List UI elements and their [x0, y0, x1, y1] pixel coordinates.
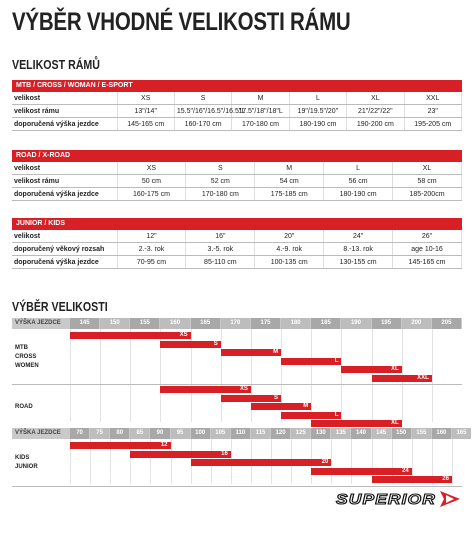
table-cell: 17.5"/18"/18"L [232, 105, 289, 118]
junior-table-header: JUNIOR / KIDS [12, 218, 462, 230]
junior-height-chart [12, 428, 467, 484]
junior-table [12, 230, 462, 269]
table-cell: 26" [393, 230, 462, 243]
table-cell: 185-200cm [393, 188, 462, 201]
road-table-header: ROAD / X-ROAD [12, 150, 462, 162]
tick-label: 185 [311, 318, 340, 329]
range-bar: L [281, 358, 341, 365]
table-cell: 15.5"/16"/16.5"/16.5"L [174, 105, 231, 118]
page-title: VÝBĚR VHODNÉ VELIKOSTI RÁMU [12, 8, 351, 36]
chart-axis-header [12, 428, 467, 439]
range-bar: XS [70, 332, 191, 339]
table-cell: XXL [404, 92, 461, 105]
tick-label: 135 [331, 428, 350, 439]
tick-label: 190 [341, 318, 370, 329]
superior-logo [336, 488, 464, 510]
tick-label: 110 [231, 428, 250, 439]
tick-label: 85 [130, 428, 149, 439]
table-cell: 58 cm [393, 175, 462, 188]
table-cell: M [232, 92, 289, 105]
row-label: velikost rámu [12, 105, 117, 118]
tick-label: 90 [150, 428, 169, 439]
table-cell: 190-200 cm [347, 118, 404, 131]
axis-label: VÝŠKA JEZDCE [15, 320, 61, 326]
tick-label: 105 [211, 428, 230, 439]
row-label: doporučená výška jezdce [12, 188, 117, 201]
row-label: doporučená výška jezdce [12, 256, 117, 269]
table-cell: 3.-5. rok [186, 243, 255, 256]
tick-label: 125 [291, 428, 310, 439]
range-bar: XL [311, 420, 401, 427]
tick-label: 95 [171, 428, 190, 439]
table-cell: 4.-9. rok [255, 243, 324, 256]
tick-label: 70 [70, 428, 89, 439]
group-divider [12, 384, 462, 385]
table-cell: 54 cm [255, 175, 324, 188]
grid-line [130, 329, 131, 422]
grid-line [452, 439, 453, 484]
table-cell: M [255, 162, 324, 175]
grid-line [311, 329, 312, 422]
table-row [12, 105, 462, 118]
tick-label: 100 [191, 428, 210, 439]
range-bar: S [221, 395, 281, 402]
range-bar: M [251, 403, 311, 410]
table-cell: 145-165 cm [117, 118, 174, 131]
size-selection-heading: VÝBĚR VELIKOSTI [12, 300, 108, 314]
table-row [12, 256, 462, 269]
range-bar: 20 [191, 459, 332, 466]
range-bar: 16 [130, 451, 231, 458]
svg-text:SUPERIOR: SUPERIOR [336, 491, 436, 508]
table-row [12, 118, 462, 131]
table-cell: 23" [404, 105, 461, 118]
range-bar: M [221, 349, 281, 356]
tick-label: 145 [372, 428, 391, 439]
tick-label: 200 [402, 318, 431, 329]
table-cell: L [324, 162, 393, 175]
row-label: velikost [12, 230, 117, 243]
table-cell: 16" [186, 230, 255, 243]
table-cell: 160-170 cm [174, 118, 231, 131]
table-cell: 50 cm [117, 175, 186, 188]
table-cell: 70-95 cm [117, 256, 186, 269]
table-cell: XL [393, 162, 462, 175]
row-label: velikost [12, 92, 117, 105]
tick-label: 140 [351, 428, 370, 439]
table-cell: XS [117, 162, 186, 175]
table-cell: 180-190 cm [324, 188, 393, 201]
tick-label: 195 [372, 318, 401, 329]
range-bar: S [160, 341, 220, 348]
junior-size-table [12, 218, 462, 269]
tick-label: 170 [221, 318, 250, 329]
tick-label: 150 [392, 428, 411, 439]
tick-label: 145 [70, 318, 99, 329]
table-row [12, 230, 462, 243]
range-bar: XL [341, 366, 401, 373]
table-cell: 100-135 cm [255, 256, 324, 269]
table-cell: 12" [117, 230, 186, 243]
table-cell: 52 cm [186, 175, 255, 188]
grid-line [331, 439, 332, 484]
table-row [12, 162, 462, 175]
table-cell: 21"/22"/22" [347, 105, 404, 118]
range-bar: 26 [372, 476, 452, 483]
grid-line [221, 329, 222, 422]
row-label: velikost [12, 162, 117, 175]
chart-axis-header [12, 318, 462, 329]
group-label: KIDS JUNIOR [15, 455, 38, 471]
table-cell: S [186, 162, 255, 175]
grid-line [100, 329, 101, 422]
group-label: MTB CROSS WOMEN [15, 345, 39, 369]
tick-label: 180 [281, 318, 310, 329]
table-cell: 24" [324, 230, 393, 243]
tick-label: 115 [251, 428, 270, 439]
grid-line [70, 329, 71, 422]
table-row [12, 92, 462, 105]
table-cell: 175-185 cm [255, 188, 324, 201]
tick-label: 155 [130, 318, 159, 329]
row-label: doporučená výška jezdce [12, 118, 117, 131]
table-cell: 20" [255, 230, 324, 243]
range-bar: L [281, 412, 341, 419]
table-cell: 19"/19.5"/20" [289, 105, 346, 118]
table-cell: 85-110 cm [186, 256, 255, 269]
tick-label: 80 [110, 428, 129, 439]
table-cell: 170-180 cm [232, 118, 289, 131]
table-cell: 195-205 cm [404, 118, 461, 131]
axis-label: VÝŠKA JEZDCE [15, 430, 61, 436]
adult-height-chart [12, 318, 462, 426]
tick-label: 165 [191, 318, 220, 329]
tick-label: 165 [452, 428, 471, 439]
tick-label: 160 [160, 318, 189, 329]
row-label: doporučený věkový rozsah [12, 243, 117, 256]
tick-label: 120 [271, 428, 290, 439]
frame-size-heading: VELIKOST RÁMŮ [12, 58, 100, 72]
table-row [12, 175, 462, 188]
table-cell: XL [347, 92, 404, 105]
tick-label: 160 [432, 428, 451, 439]
tick-label: 155 [412, 428, 431, 439]
range-bar: 12 [70, 442, 171, 449]
table-cell: age 10-16 [393, 243, 462, 256]
grid-line [432, 329, 433, 422]
tick-label: 130 [311, 428, 330, 439]
table-cell: 180-190 cm [289, 118, 346, 131]
table-cell: 13"/14" [117, 105, 174, 118]
range-bar: 24 [311, 468, 412, 475]
mtb-size-table [12, 80, 462, 131]
mtb-table-header: MTB / CROSS / WOMAN / E-SPORT [12, 80, 462, 92]
table-cell: 56 cm [324, 175, 393, 188]
table-cell: XS [117, 92, 174, 105]
row-label: velikost rámu [12, 175, 117, 188]
range-bar: XXL [372, 375, 432, 382]
grid-line [171, 439, 172, 484]
grid-line [351, 439, 352, 484]
table-cell: S [174, 92, 231, 105]
road-table [12, 162, 462, 201]
group-divider [12, 486, 462, 487]
tick-label: 175 [251, 318, 280, 329]
grid-line [341, 329, 342, 422]
range-bar: XS [160, 386, 250, 393]
tick-label: 150 [100, 318, 129, 329]
tick-label: 75 [90, 428, 109, 439]
table-cell: 8.-13. rok [324, 243, 393, 256]
table-cell: L [289, 92, 346, 105]
table-cell: 2.-3. rok [117, 243, 186, 256]
mtb-table [12, 92, 462, 131]
tick-label: 205 [432, 318, 461, 329]
table-cell: 130-155 cm [324, 256, 393, 269]
table-row [12, 243, 462, 256]
group-label: ROAD [15, 403, 33, 410]
table-cell: 145-165 cm [393, 256, 462, 269]
table-row [12, 188, 462, 201]
table-cell: 160-175 cm [117, 188, 186, 201]
road-size-table [12, 150, 462, 201]
table-cell: 170-180 cm [186, 188, 255, 201]
